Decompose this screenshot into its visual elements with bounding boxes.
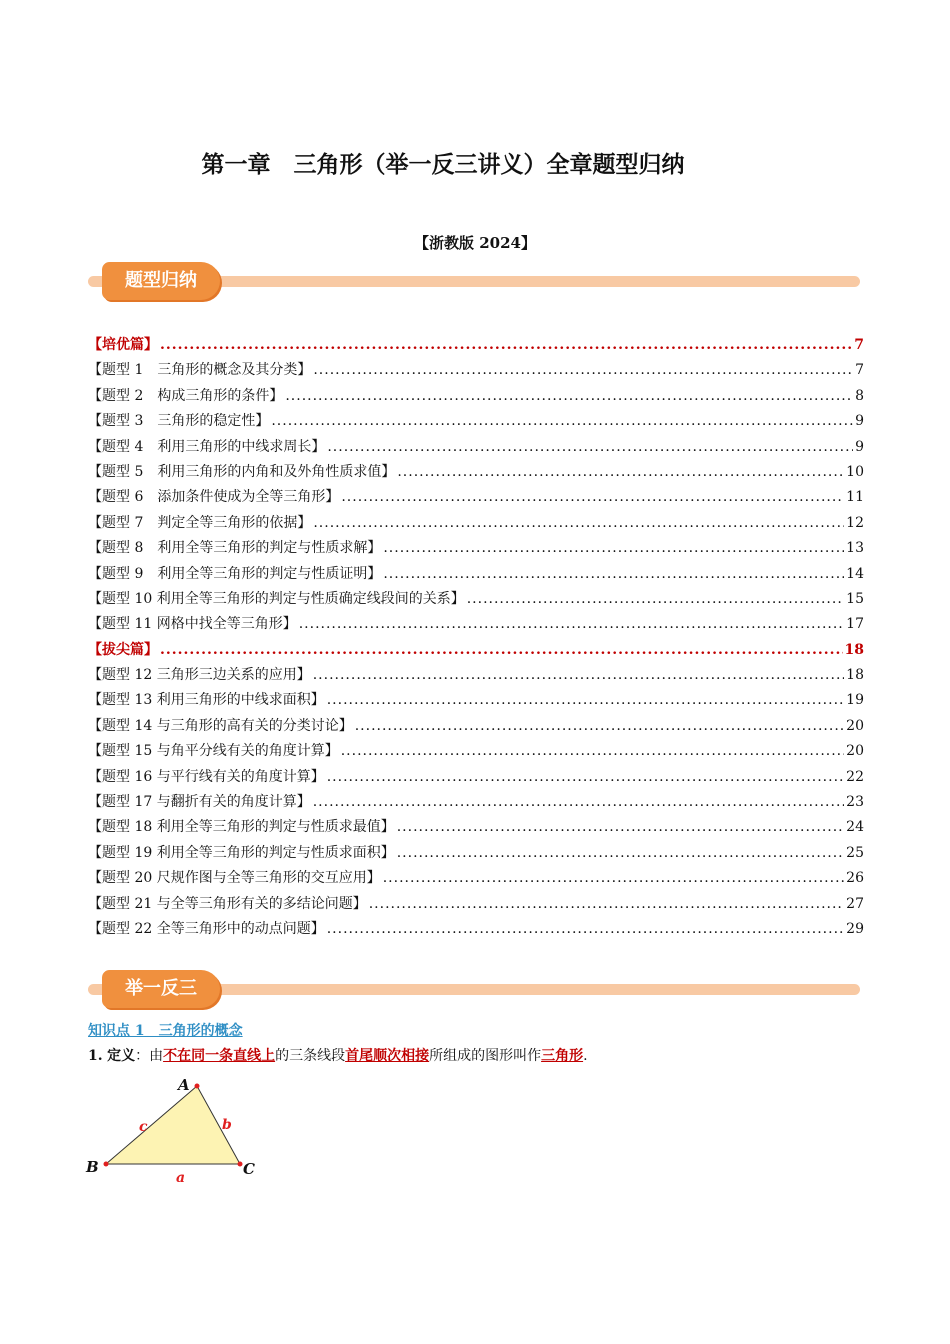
toc-leader-dots [397, 464, 844, 480]
vertex-c-point [238, 1162, 243, 1167]
toc-label: 【题型 12 三角形三边关系的应用】 [88, 667, 311, 684]
toc-leader-dots [327, 769, 844, 785]
toc-label: 【拔尖篇】 [88, 641, 158, 658]
toc-label: 【题型 14 与三角形的高有关的分类讨论】 [88, 717, 353, 734]
toc-label: 【题型 13 利用三角形的中线求面积】 [88, 692, 325, 709]
triangle-figure [82, 1072, 272, 1187]
definition-end: . [583, 1048, 588, 1064]
toc-label: 【题型 18 利用全等三角形的判定与性质求最值】 [88, 819, 395, 836]
toc-row[interactable] [88, 664, 864, 689]
toc-leader-dots [327, 692, 844, 708]
toc-page-number: 8 [855, 387, 864, 404]
toc-label: 【题型 20 尺规作图与全等三角形的交互应用】 [88, 870, 381, 887]
toc-section-row[interactable] [88, 334, 864, 359]
toc-row[interactable] [88, 359, 864, 384]
toc-leader-dots [160, 337, 852, 353]
vertex-b-point [104, 1162, 109, 1167]
toc-leader-dots [327, 921, 844, 937]
toc-label: 【题型 6 添加条件使成为全等三角形】 [88, 489, 340, 506]
toc-row[interactable] [88, 537, 864, 562]
keyword-not-collinear: 不在同一条直线上 [163, 1048, 276, 1064]
toc-row[interactable] [88, 791, 864, 816]
toc-section-row[interactable] [88, 639, 864, 664]
triangle-shape [106, 1086, 240, 1164]
toc-page-number: 26 [846, 870, 864, 887]
banner-tab: 举一反三 [102, 970, 220, 1008]
banner-tab: 题型归纳 [102, 262, 220, 300]
definition-text: ：由 [135, 1048, 164, 1064]
toc-leader-dots [341, 743, 844, 759]
toc-leader-dots [313, 515, 844, 531]
toc-label: 【题型 3 三角形的稳定性】 [88, 413, 270, 430]
toc-leader-dots [369, 896, 844, 912]
vertex-c-label: C [243, 1160, 255, 1178]
toc-label: 【题型 22 全等三角形中的动点问题】 [88, 920, 325, 937]
toc-label: 【题型 8 利用全等三角形的判定与性质求解】 [88, 540, 382, 557]
toc-leader-dots [383, 870, 844, 886]
toc-label: 【培优篇】 [88, 337, 158, 353]
toc-leader-dots [313, 667, 844, 683]
toc-page-number: 10 [846, 463, 864, 480]
side-b-label: b [222, 1117, 232, 1133]
section-banner-examples [88, 970, 860, 1010]
toc-page-number: 20 [846, 743, 864, 760]
definition-head: 定义 [107, 1048, 136, 1064]
toc-label: 【题型 2 构成三角形的条件】 [88, 387, 284, 404]
toc-label: 【题型 15 与角平分线有关的角度计算】 [88, 743, 339, 760]
toc-row[interactable] [88, 689, 864, 714]
toc-label: 【题型 19 利用全等三角形的判定与性质求面积】 [88, 844, 395, 861]
toc-label: 【题型 21 与全等三角形有关的多结论问题】 [88, 895, 367, 912]
definition-text: 的三条线段 [275, 1048, 346, 1064]
toc-row[interactable] [88, 410, 864, 435]
toc-row[interactable] [88, 588, 864, 613]
toc-leader-dots [271, 413, 853, 429]
definition-text: 所组成的图形叫作 [429, 1048, 542, 1064]
toc-page-number: 19 [846, 692, 864, 709]
toc-page-number: 25 [846, 844, 864, 861]
toc-row[interactable] [88, 563, 864, 588]
toc-leader-dots [285, 388, 853, 404]
toc-row[interactable] [88, 385, 864, 410]
toc-leader-dots [355, 718, 844, 734]
toc-leader-dots [313, 362, 853, 378]
toc-page-number: 7 [854, 337, 864, 353]
toc-page-number: 18 [844, 641, 864, 658]
toc-row[interactable] [88, 486, 864, 511]
toc-label: 【题型 7 判定全等三角形的依据】 [88, 514, 312, 531]
toc-row[interactable] [88, 740, 864, 765]
toc-label: 【题型 17 与翻折有关的角度计算】 [88, 794, 311, 811]
toc-row[interactable] [88, 613, 864, 638]
toc-row[interactable] [88, 842, 864, 867]
toc-row[interactable] [88, 436, 864, 461]
toc-page-number: 17 [846, 616, 864, 633]
toc-row[interactable] [88, 867, 864, 892]
toc-row[interactable] [88, 918, 864, 943]
toc-leader-dots [383, 540, 844, 556]
toc-leader-dots [299, 616, 844, 632]
toc-label: 【题型 9 利用全等三角形的判定与性质证明】 [88, 565, 382, 582]
toc-page-number: 13 [846, 540, 864, 557]
toc-page-number: 22 [846, 768, 864, 785]
toc-page-number: 9 [855, 413, 864, 430]
toc-row[interactable] [88, 766, 864, 791]
toc-leader-dots [313, 794, 844, 810]
toc-page-number: 29 [846, 920, 864, 937]
side-c-label: c [139, 1119, 148, 1135]
knowledge-point-heading: 知识点 1 三角形的概念 [88, 1023, 243, 1039]
toc-row[interactable] [88, 893, 864, 918]
side-a-label: a [176, 1170, 186, 1186]
toc-leader-dots [383, 566, 844, 582]
section-banner-types [88, 262, 860, 302]
toc-page-number: 11 [846, 489, 864, 506]
toc-label: 【题型 1 三角形的概念及其分类】 [88, 362, 312, 379]
vertex-a-label: A [178, 1076, 190, 1094]
toc-leader-dots [397, 845, 844, 861]
definition-line [88, 1045, 588, 1065]
toc-page-number: 9 [855, 438, 864, 455]
toc-row[interactable] [88, 816, 864, 841]
definition-number: 1. [88, 1048, 103, 1064]
toc-page-number: 7 [855, 362, 864, 379]
toc-page-number: 18 [846, 667, 864, 684]
toc-page-number: 20 [846, 717, 864, 734]
toc-label: 【题型 16 与平行线有关的角度计算】 [88, 768, 325, 785]
toc-row[interactable] [88, 461, 864, 486]
keyword-end-to-end: 首尾顺次相接 [345, 1048, 430, 1064]
toc-leader-dots [160, 642, 843, 658]
toc-label: 【题型 11 网格中找全等三角形】 [88, 616, 297, 633]
toc-page-number: 14 [846, 565, 864, 582]
toc-row[interactable] [88, 715, 864, 740]
toc-leader-dots [467, 591, 844, 607]
toc-label: 【题型 10 利用全等三角形的判定与性质确定线段间的关系】 [88, 590, 465, 607]
keyword-triangle: 三角形 [541, 1048, 584, 1064]
toc-leader-dots [341, 489, 844, 505]
page-title: 第一章 三角形（举一反三讲义）全章题型归纳 [201, 152, 685, 178]
toc-row[interactable] [88, 512, 864, 537]
vertex-a-point [195, 1084, 200, 1089]
vertex-b-label: B [86, 1158, 99, 1176]
toc-page-number: 12 [846, 514, 864, 531]
toc-page-number: 15 [846, 590, 864, 607]
toc-leader-dots [327, 439, 853, 455]
toc-label: 【题型 4 利用三角形的中线求周长】 [88, 438, 326, 455]
table-of-contents [88, 334, 864, 943]
edition-label: 【浙教版 2024】 [414, 234, 536, 252]
toc-page-number: 27 [846, 895, 864, 912]
toc-page-number: 24 [846, 819, 864, 836]
toc-label: 【题型 5 利用三角形的内角和及外角性质求值】 [88, 463, 396, 480]
toc-page-number: 23 [846, 794, 864, 811]
toc-leader-dots [397, 819, 844, 835]
